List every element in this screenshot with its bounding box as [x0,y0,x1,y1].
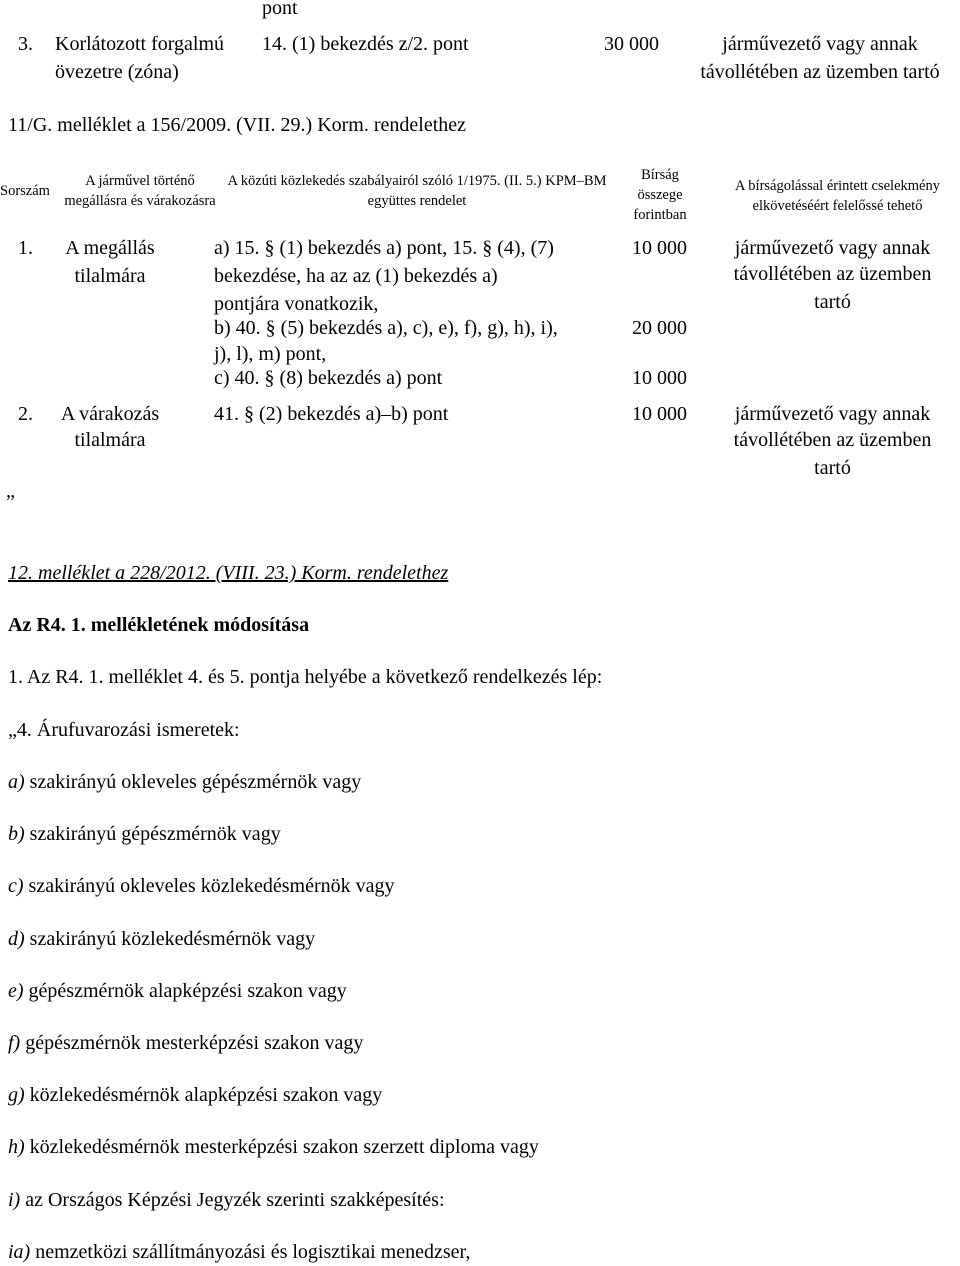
prev-row-reference: 14. (1) bekezdés z/2. pont [262,33,469,55]
row-1-liable-line2: távollétében az üzemben [733,263,932,285]
row-1-amount-b: 20 000 [632,317,687,339]
header-col-amount-line3: forintban [633,207,687,223]
prev-row-title-line2: övezetre (zóna) [55,61,179,83]
list-item-label: h) [8,1136,25,1158]
list-item-text: közlekedésmérnök mesterképzési szakon szerzett diploma vagy [24,1136,539,1158]
prev-row-number: 3. [18,33,33,55]
header-col-amount-line2: összege [637,187,683,203]
list-item-label: c) [8,875,24,897]
closing-quote: ” [6,491,15,513]
section-heading: Az R4. 1. mellékletének módosítása [8,614,310,636]
row-1-title-line1: A megállás [65,237,155,259]
header-col-liable-line2: elkövetéséért felelőssé tehető [752,198,923,214]
row-2-liable-line2: távollétében az üzemben [733,429,932,451]
list-item [8,1029,363,1057]
row-1-ref-line6: c) 40. § (8) bekezdés a) pont [214,367,443,389]
list-item-text: az Országos Képzési Jegyzék szerinti szakképesítés: [20,1189,445,1211]
row-1-ref-line3: pontjára vonatkozik, [214,293,379,315]
list-item-text: közlekedésmérnök alapképzési szakon vagy [24,1084,383,1106]
header-col-liable-line1: A bírságolással érintett cselekmény [735,178,940,194]
row-1-amount-a: 10 000 [632,237,687,259]
top-fragment-text: pont [262,0,298,19]
list-item-label: ia) [8,1241,31,1263]
row-1-liable-line1: járművezető vagy annak [734,237,931,259]
list-item-text: szakirányú okleveles gépészmérnök vagy [24,771,362,793]
list-item [8,1081,382,1109]
list-item [8,1133,539,1161]
list-item [8,768,361,796]
header-col-ref-line1: A közúti közlekedés szabályairól szóló 1/1975. (II. 5.) KPM–BM [227,173,607,189]
list-item [8,820,281,848]
row-1-amount-c: 10 000 [632,367,687,389]
prev-row-amount: 30 000 [604,33,659,55]
row-2-liable-line1: járművezető vagy annak [734,403,931,425]
list-item-text: szakirányú okleveles közlekedésmérnök vagy [23,875,395,897]
list-item-label: d) [8,928,25,950]
row-2-amount: 10 000 [632,403,687,425]
list-item [8,977,347,1005]
row-1-ref-line2: bekezdése, ha az az (1) bekezdés a) [214,265,498,287]
prev-row-title-line1: Korlátozott forgalmú [55,33,225,55]
header-col-ref-line2: együttes rendelet [367,193,467,209]
list-item-text: gépészmérnök alapképzési szakon vagy [23,980,347,1002]
list-item [8,1238,470,1266]
row-2-ref-line1: 41. § (2) bekezdés a)–b) pont [214,403,449,425]
annex-11g-title: 11/G. melléklet a 156/2009. (VII. 29.) Korm. rendelethez [8,114,467,136]
list-item [8,872,395,900]
list-item-label: e) [8,980,24,1002]
row-1-ref-line1: a) 15. § (1) bekezdés a) pont, 15. § (4), (7) [214,237,554,259]
row-1-liable-line3: tartó [814,291,851,313]
list-item-label: g) [8,1084,25,1106]
list-item-text: szakirányú gépészmérnök vagy [24,823,281,845]
header-col-title-line2: megállásra és várakozásra [64,193,216,209]
row-1-ref-line4: b) 40. § (5) bekezdés a), c), e), f), g), h), i), [214,317,558,339]
row-1-number: 1. [18,237,33,259]
header-col-amount-line1: Bírság [641,167,679,183]
row-2-title-line2: tilalmára [74,429,146,451]
list-item [8,1186,445,1214]
list-item-label: a) [8,771,25,793]
list-item [8,925,315,953]
header-col-title-line1: A járművel történő [85,173,195,189]
list-item-text: gépészmérnök mesterképzési szakon vagy [20,1032,364,1054]
point-4-heading: „4. Árufuvarozási ismeretek: [8,719,240,741]
prev-row-liable-line1: járművezető vagy annak [722,33,918,55]
header-col-number: Sorszám [0,183,50,199]
row-2-liable-line3: tartó [814,457,851,479]
list-item-label: f) [8,1032,21,1054]
list-item-label: i) [8,1189,21,1211]
list-item-label: b) [8,823,25,845]
annex-12-title: 12. melléklet a 228/2012. (VIII. 23.) Korm. rendelethez [8,562,449,584]
list-item-text: nemzetközi szállítmányozási és logisztikai menedzser, [30,1241,471,1263]
row-2-title-line1: A várakozás [60,403,160,425]
list-item-text: szakirányú közlekedésmérnök vagy [24,928,316,950]
row-2-number: 2. [18,403,33,425]
row-1-ref-line5: j), l), m) pont, [214,343,327,365]
prev-row-liable-line2: távollétében az üzemben tartó [700,61,940,83]
paragraph-1: 1. Az R4. 1. melléklet 4. és 5. pontja helyébe a következő rendelkezés lép: [8,666,603,688]
row-1-title-line2: tilalmára [74,265,146,287]
